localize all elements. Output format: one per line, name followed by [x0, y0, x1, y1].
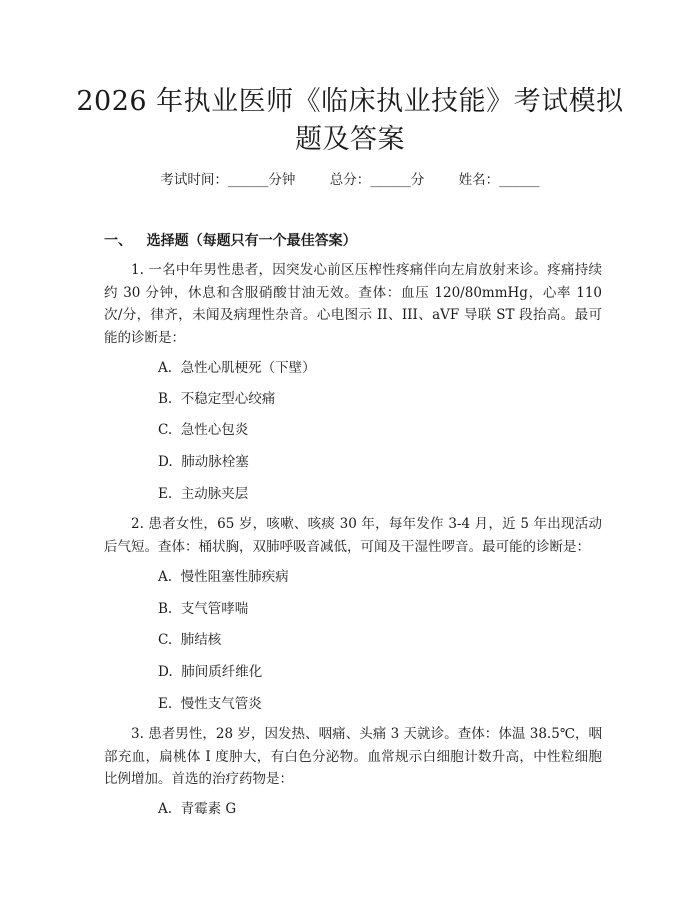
question-2-option-a: A. 慢性阻塞性肺疾病: [158, 569, 289, 585]
question-1-option-b: B. 不稳定型心绞痛: [158, 391, 276, 407]
question-2-option-c: C. 肺结核: [158, 632, 222, 648]
question-3-option-a: A. 青霉素 G: [158, 801, 237, 817]
question-2-option-d: D. 肺间质纤维化: [158, 664, 263, 680]
question-2-option-b: B. 支气管哮喘: [158, 601, 249, 617]
exam-info-line: 考试时间：______分钟 总分：______分 姓名：______: [160, 172, 540, 188]
document-title-line-1: 2026 年执业医师《临床执业技能》考试模拟: [76, 86, 624, 117]
document-title-line-2: 题及答案: [295, 124, 405, 155]
question-1-text: 1. 一名中年男性患者，因突发心前区压榨性疼痛伴向左肩放射来诊。疼痛持续约 30 分钟，休息和含服硝酸甘油无效。查体：血压 120/80mmHg，心率 110 次/分，律齐，未闻及病理性杂音。心电图示 II、III、aVF 导联 ST 段抬高。最可能的诊断是：: [104, 262, 602, 346]
question-1-option-e: E. 主动脉夹层: [158, 486, 249, 502]
question-1-option-c: C. 急性心包炎: [158, 422, 249, 438]
question-2-option-e: E. 慢性支气管炎: [158, 696, 262, 712]
question-2-text: 2. 患者女性，65 岁，咳嗽、咳痰 30 年，每年发作 3-4 月，近 5 年出现活动后气短。查体：桶状胸，双肺呼吸音减低，可闻及干湿性啰音。最可能的诊断是：: [104, 516, 602, 555]
question-3-text: 3. 患者男性，28 岁，因发热、咽痛、头痛 3 天就诊。查体：体温 38.5℃，咽部充血，扁桃体 I 度肿大，有白色分泌物。血常规示白细胞计数升高，中性粒细胞比例增加。首选的治疗药物是：: [104, 726, 602, 787]
question-1-option-a: A. 急性心肌梗死（下壁）: [158, 360, 316, 376]
section-heading: 一、 选择题（每题只有一个最佳答案）: [104, 233, 357, 249]
question-1-option-d: D. 肺动脉栓塞: [158, 454, 249, 470]
